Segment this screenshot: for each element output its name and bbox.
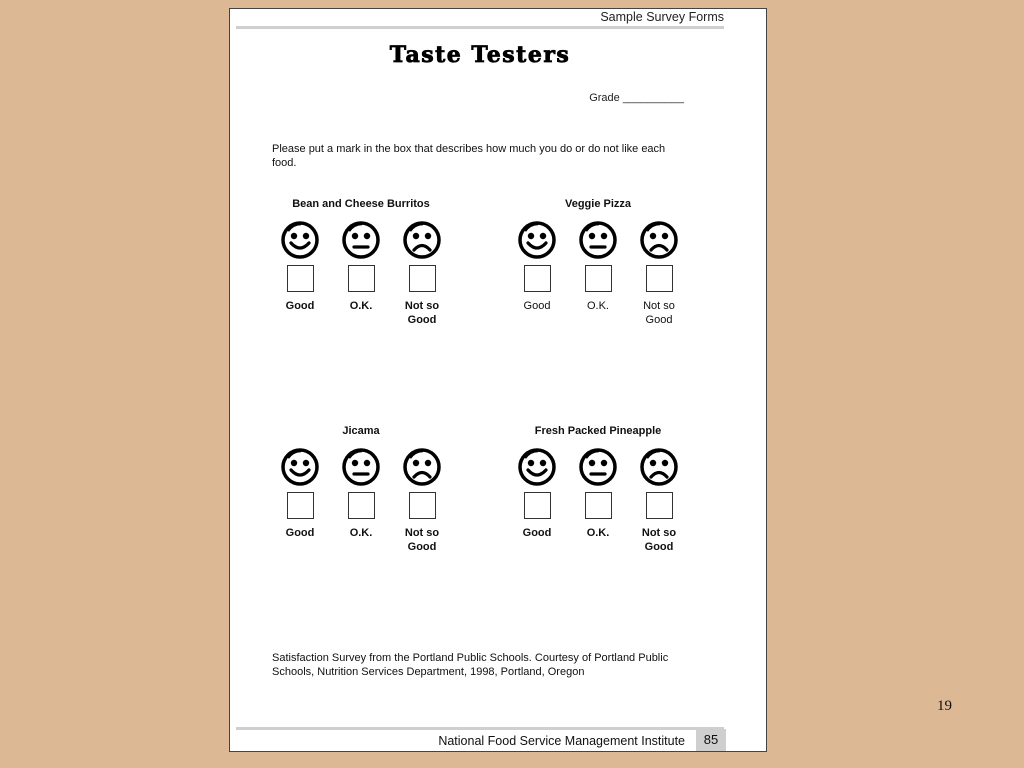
rating-label: Good (285, 527, 315, 539)
neutral-face-icon (331, 220, 391, 260)
rating-checkbox[interactable] (585, 492, 612, 519)
rating-checkbox[interactable] (409, 265, 436, 292)
rating-checkbox[interactable] (585, 265, 612, 292)
food-block-burritos (270, 197, 452, 360)
rating-checkbox[interactable] (348, 492, 375, 519)
happy-face-icon (270, 447, 330, 487)
rating-label: O.K. (586, 300, 609, 312)
sad-face-icon (629, 220, 689, 260)
rating-option-ok (331, 220, 391, 313)
rating-option-not-so-good (629, 220, 689, 327)
grade-field: Grade __________ (589, 92, 684, 104)
rating-option-good (507, 220, 567, 313)
rating-checkbox[interactable] (287, 492, 314, 519)
happy-face-icon (270, 220, 330, 260)
rating-label: O.K. (349, 527, 373, 539)
food-name: Jicama (342, 425, 380, 437)
page-title: Taste Testers (389, 42, 571, 68)
happy-face-icon (507, 447, 567, 487)
rating-label: Not so Good (404, 527, 440, 553)
rating-option-not-so-good (392, 220, 452, 327)
rating-label: Good (522, 527, 552, 539)
page-number: 85 (696, 729, 726, 751)
food-name: Fresh Packed Pineapple (534, 425, 662, 437)
rating-label: Good (523, 300, 551, 312)
rating-label: Not so Good (404, 300, 440, 326)
rating-option-good (507, 447, 567, 540)
rating-option-ok (331, 447, 391, 540)
footer-rule (236, 727, 724, 730)
neutral-face-icon (568, 220, 628, 260)
rating-option-ok (568, 447, 628, 540)
food-name: Bean and Cheese Burritos (292, 198, 430, 210)
neutral-face-icon (331, 447, 391, 487)
header-label: Sample Survey Forms (600, 10, 724, 24)
neutral-face-icon (568, 447, 628, 487)
food-block-veggie-pizza (507, 197, 689, 360)
rating-label: O.K. (586, 527, 610, 539)
food-name: Veggie Pizza (564, 198, 632, 210)
slide-number: 19 (937, 698, 952, 714)
footer-text: National Food Service Management Institute (438, 734, 685, 748)
rating-label: Not so Good (641, 527, 677, 553)
rating-checkbox[interactable] (646, 492, 673, 519)
happy-face-icon (507, 220, 567, 260)
food-block-jicama (270, 424, 452, 587)
rating-option-not-so-good (392, 447, 452, 554)
rating-option-good (270, 447, 330, 540)
rating-label: Good (285, 300, 315, 312)
sad-face-icon (392, 220, 452, 260)
rating-option-good (270, 220, 330, 313)
rating-checkbox[interactable] (409, 492, 436, 519)
sad-face-icon (392, 447, 452, 487)
rating-checkbox[interactable] (287, 265, 314, 292)
rating-checkbox[interactable] (348, 265, 375, 292)
rating-label: O.K. (349, 300, 373, 312)
citation-text: Satisfaction Survey from the Portland Public Schools. Courtesy of Portland Public Schools, Nutrition Services Department, 1998, Portland, Oregon (272, 652, 669, 678)
survey-page (229, 8, 767, 752)
rating-checkbox[interactable] (646, 265, 673, 292)
rating-option-ok (568, 220, 628, 313)
rating-checkbox[interactable] (524, 265, 551, 292)
sad-face-icon (629, 447, 689, 487)
rating-checkbox[interactable] (524, 492, 551, 519)
header-rule (236, 26, 724, 29)
instructions-text: Please put a mark in the box that describes how much you do or do not like each food. (272, 143, 666, 169)
rating-option-not-so-good (629, 447, 689, 554)
rating-label: Not so Good (643, 300, 675, 326)
food-block-pineapple (507, 424, 689, 587)
